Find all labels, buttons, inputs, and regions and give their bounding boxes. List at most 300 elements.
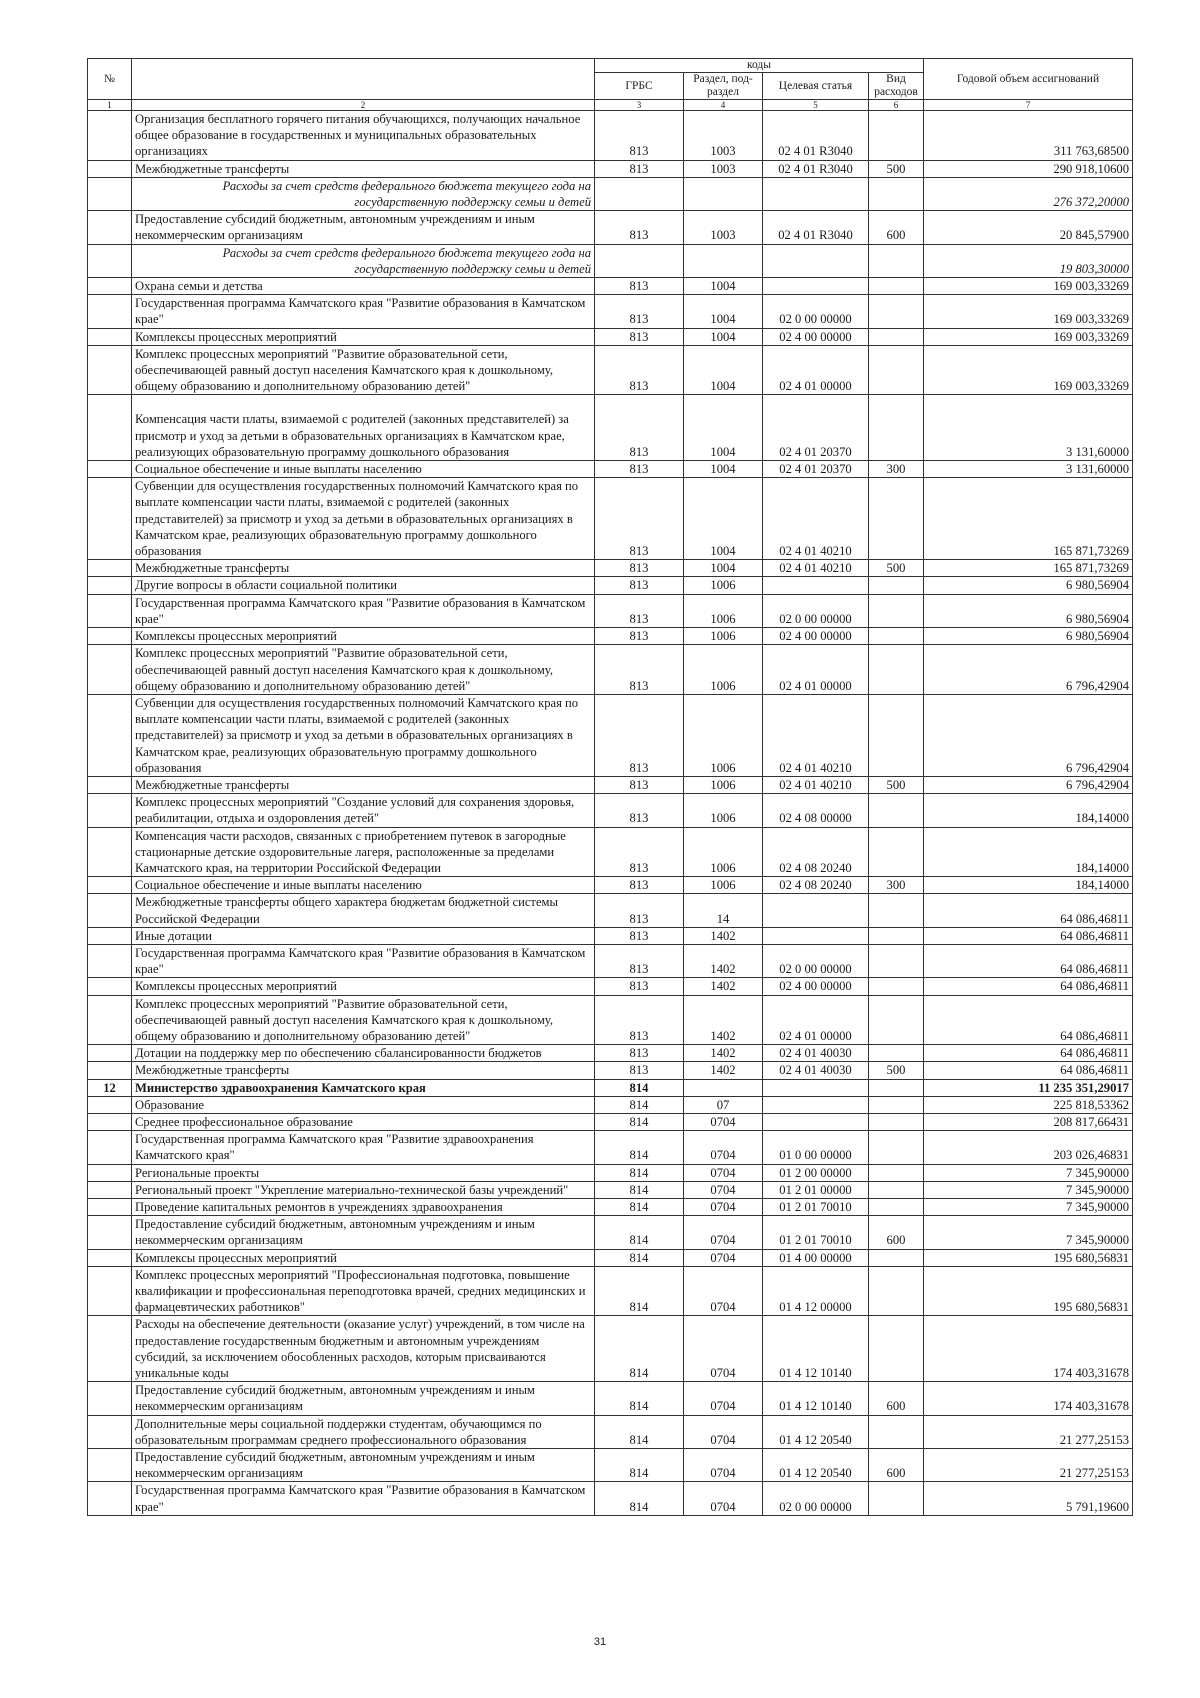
row-number: [88, 278, 132, 295]
row-kind: 600: [869, 1449, 924, 1482]
row-kind: [869, 1131, 924, 1164]
row-section: 1402: [684, 1045, 763, 1062]
row-amount: 3 131,60000: [924, 461, 1133, 478]
row-amount: 64 086,46811: [924, 978, 1133, 995]
row-grbs: 813: [595, 927, 684, 944]
header-name: [132, 59, 595, 100]
row-name: Межбюджетные трансферты: [132, 560, 595, 577]
row-number: [88, 894, 132, 927]
row-grbs: 813: [595, 111, 684, 161]
row-amount: 7 345,90000: [924, 1164, 1133, 1181]
row-grbs: 814: [595, 1199, 684, 1216]
row-section: 14: [684, 894, 763, 927]
row-amount: 6 980,56904: [924, 577, 1133, 594]
table-row: [88, 827, 1133, 877]
row-name: Региональные проекты: [132, 1164, 595, 1181]
column-number: 7: [924, 100, 1133, 111]
column-number-row: [88, 100, 1133, 111]
row-grbs: 813: [595, 328, 684, 345]
header-kind: Вид расходов: [869, 73, 924, 100]
row-target: 02 4 01 40210: [763, 694, 869, 776]
row-number: [88, 1216, 132, 1249]
row-grbs: 814: [595, 1181, 684, 1198]
row-number: [88, 1415, 132, 1448]
row-target: 02 0 00 00000: [763, 594, 869, 627]
table-row: [88, 478, 1133, 560]
row-name: Министерство здравоохранения Камчатского края: [132, 1079, 595, 1096]
row-name: Предоставление субсидий бюджетным, автономным учреждениям и иным некоммерческим организациям: [132, 1382, 595, 1415]
row-target: 02 4 08 20240: [763, 877, 869, 894]
row-name: Государственная программа Камчатского края "Развитие образования в Камчатском крае": [132, 944, 595, 977]
row-name: Государственная программа Камчатского края "Развитие образования в Камчатском крае": [132, 594, 595, 627]
row-target: [763, 177, 869, 210]
row-target: [763, 577, 869, 594]
row-number: [88, 1181, 132, 1198]
row-target: 01 2 00 00000: [763, 1164, 869, 1181]
table-row: [88, 1045, 1133, 1062]
row-section: 1006: [684, 776, 763, 793]
row-number: 12: [88, 1079, 132, 1096]
row-kind: [869, 995, 924, 1045]
row-grbs: 813: [595, 776, 684, 793]
row-target: 02 4 01 20370: [763, 395, 869, 461]
row-number: [88, 694, 132, 776]
row-kind: [869, 1181, 924, 1198]
row-number: [88, 1482, 132, 1515]
row-section: 1004: [684, 560, 763, 577]
row-amount: 169 003,33269: [924, 295, 1133, 328]
row-grbs: 813: [595, 1062, 684, 1079]
row-grbs: 814: [595, 1415, 684, 1448]
row-number: [88, 1249, 132, 1266]
row-amount: 169 003,33269: [924, 278, 1133, 295]
table-row: [88, 1131, 1133, 1164]
table-row: [88, 927, 1133, 944]
row-amount: 11 235 351,29017: [924, 1079, 1133, 1096]
row-section: 1004: [684, 328, 763, 345]
table-row: [88, 1113, 1133, 1130]
row-grbs: 814: [595, 1449, 684, 1482]
row-amount: 165 871,73269: [924, 478, 1133, 560]
row-section: 1006: [684, 645, 763, 695]
row-name: Дополнительные меры социальной поддержки студентам, обучающимся по образовательным программам среднего профессионального образования: [132, 1415, 595, 1448]
row-grbs: 813: [595, 461, 684, 478]
row-target: 02 4 01 40030: [763, 1045, 869, 1062]
row-section: 0704: [684, 1415, 763, 1448]
row-name: Социальное обеспечение и иные выплаты населению: [132, 461, 595, 478]
row-target: [763, 1113, 869, 1130]
row-grbs: 813: [595, 827, 684, 877]
row-kind: [869, 594, 924, 627]
row-kind: 500: [869, 776, 924, 793]
row-amount: 3 131,60000: [924, 395, 1133, 461]
table-row: [88, 295, 1133, 328]
row-grbs: 814: [595, 1316, 684, 1382]
table-row: [88, 1482, 1133, 1515]
column-number: 5: [763, 100, 869, 111]
table-row: [88, 560, 1133, 577]
row-amount: 7 345,90000: [924, 1181, 1133, 1198]
row-name: Другие вопросы в области социальной политики: [132, 577, 595, 594]
row-section: 0704: [684, 1482, 763, 1515]
table-row: [88, 278, 1133, 295]
row-section: 1004: [684, 478, 763, 560]
header-grbs: ГРБС: [595, 73, 684, 100]
header-volume: Годовой объем ассигнований: [924, 59, 1133, 100]
row-number: [88, 1316, 132, 1382]
row-name: Среднее профессиональное образование: [132, 1113, 595, 1130]
row-grbs: 813: [595, 995, 684, 1045]
note-row: [88, 244, 1133, 277]
row-number: [88, 645, 132, 695]
row-kind: [869, 1266, 924, 1316]
row-grbs: 814: [595, 1079, 684, 1096]
row-section: [684, 244, 763, 277]
row-kind: [869, 328, 924, 345]
table-row: [88, 628, 1133, 645]
table-row: [88, 345, 1133, 395]
table-row: [88, 978, 1133, 995]
row-name: Предоставление субсидий бюджетным, автономным учреждениям и иным некоммерческим организациям: [132, 211, 595, 244]
row-section: 1004: [684, 295, 763, 328]
row-amount: 21 277,25153: [924, 1449, 1133, 1482]
header-codes: коды: [595, 59, 924, 73]
table-row: [88, 694, 1133, 776]
row-grbs: 813: [595, 877, 684, 894]
row-kind: [869, 1045, 924, 1062]
row-number: [88, 877, 132, 894]
row-grbs: 813: [595, 794, 684, 827]
column-number: 2: [132, 100, 595, 111]
row-kind: 600: [869, 1216, 924, 1249]
column-number: 3: [595, 100, 684, 111]
row-number: [88, 1382, 132, 1415]
row-grbs: 814: [595, 1096, 684, 1113]
row-grbs: 813: [595, 594, 684, 627]
row-kind: [869, 1199, 924, 1216]
row-name: Охрана семьи и детства: [132, 278, 595, 295]
row-amount: 64 086,46811: [924, 1062, 1133, 1079]
row-name: Межбюджетные трансферты: [132, 1062, 595, 1079]
row-number: [88, 628, 132, 645]
row-name: Компенсация части расходов, связанных с приобретением путевок в загородные стационарные детские оздоровительные лагеря, расположенные за пределами Камчатского края, на территории Российской Федерации: [132, 827, 595, 877]
row-kind: [869, 944, 924, 977]
row-amount: 276 372,20000: [924, 177, 1133, 210]
row-amount: 6 796,42904: [924, 645, 1133, 695]
row-grbs: 813: [595, 160, 684, 177]
row-amount: 169 003,33269: [924, 345, 1133, 395]
row-number: [88, 177, 132, 210]
header-section: Раздел, под-раздел: [684, 73, 763, 100]
row-amount: 5 791,19600: [924, 1482, 1133, 1515]
row-amount: 184,14000: [924, 877, 1133, 894]
row-number: [88, 211, 132, 244]
column-number: 6: [869, 100, 924, 111]
row-number: [88, 160, 132, 177]
row-name: Субвенции для осуществления государственных полномочий Камчатского края по выплате компенсации части платы, взимаемой с родителей (законных представителей) за присмотр и уход за детьми в образовательных организациях в Камчатском крае, реализующих образовательную программу дошкольного образования: [132, 694, 595, 776]
row-target: 02 4 01 00000: [763, 995, 869, 1045]
row-amount: 203 026,46831: [924, 1131, 1133, 1164]
table-row: [88, 328, 1133, 345]
row-name: Организация бесплатного горячего питания обучающихся, получающих начальное общее образование в государственных и муниципальных образовательных организациях: [132, 111, 595, 161]
row-kind: [869, 1249, 924, 1266]
row-kind: 600: [869, 211, 924, 244]
row-kind: [869, 794, 924, 827]
row-amount: 165 871,73269: [924, 560, 1133, 577]
row-section: 1004: [684, 278, 763, 295]
row-target: 01 4 00 00000: [763, 1249, 869, 1266]
row-kind: [869, 894, 924, 927]
row-number: [88, 1131, 132, 1164]
row-number: [88, 827, 132, 877]
row-amount: 184,14000: [924, 794, 1133, 827]
row-grbs: 813: [595, 1045, 684, 1062]
row-grbs: 814: [595, 1266, 684, 1316]
note-row: [88, 177, 1133, 210]
row-number: [88, 1096, 132, 1113]
row-target: 01 2 01 70010: [763, 1216, 869, 1249]
row-kind: [869, 278, 924, 295]
row-grbs: 814: [595, 1382, 684, 1415]
row-grbs: 813: [595, 278, 684, 295]
row-kind: [869, 694, 924, 776]
row-number: [88, 927, 132, 944]
row-kind: [869, 295, 924, 328]
row-grbs: 813: [595, 694, 684, 776]
row-kind: [869, 577, 924, 594]
row-grbs: 813: [595, 577, 684, 594]
row-section: 1006: [684, 594, 763, 627]
table-row: [88, 1164, 1133, 1181]
row-target: 01 4 12 20540: [763, 1449, 869, 1482]
row-name: Расходы на обеспечение деятельности (оказание услуг) учреждений, в том числе на предоставление государственным бюджетным и автономным учреждениям субсидий, за исключением обособленных расходов, которым присваиваются уникальные коды: [132, 1316, 595, 1382]
row-kind: [869, 1164, 924, 1181]
row-number: [88, 594, 132, 627]
row-target: [763, 244, 869, 277]
row-amount: 6 796,42904: [924, 776, 1133, 793]
row-amount: 64 086,46811: [924, 894, 1133, 927]
row-kind: [869, 827, 924, 877]
row-target: 02 4 01 40030: [763, 1062, 869, 1079]
row-kind: 500: [869, 1062, 924, 1079]
row-name: Проведение капитальных ремонтов в учреждениях здравоохранения: [132, 1199, 595, 1216]
table-row: [88, 1062, 1133, 1079]
row-amount: 6 980,56904: [924, 628, 1133, 645]
row-amount: 169 003,33269: [924, 328, 1133, 345]
row-section: 0704: [684, 1216, 763, 1249]
row-grbs: 813: [595, 894, 684, 927]
row-grbs: 813: [595, 478, 684, 560]
table-row: [88, 1181, 1133, 1198]
row-name: Предоставление субсидий бюджетным, автономным учреждениям и иным некоммерческим организациям: [132, 1216, 595, 1249]
row-grbs: 813: [595, 345, 684, 395]
table-body: [88, 111, 1133, 1516]
row-amount: 311 763,68500: [924, 111, 1133, 161]
row-section: 1006: [684, 794, 763, 827]
row-amount: 6 796,42904: [924, 694, 1133, 776]
table-row: [88, 1316, 1133, 1382]
row-section: 1004: [684, 345, 763, 395]
row-section: 0704: [684, 1449, 763, 1482]
row-grbs: 814: [595, 1113, 684, 1130]
row-number: [88, 244, 132, 277]
table-row: [88, 1415, 1133, 1448]
row-number: [88, 776, 132, 793]
row-number: [88, 560, 132, 577]
row-target: [763, 927, 869, 944]
row-name: Государственная программа Камчатского края "Развитие здравоохранения Камчатского края": [132, 1131, 595, 1164]
row-amount: 174 403,31678: [924, 1316, 1133, 1382]
row-kind: [869, 177, 924, 210]
row-kind: 500: [869, 160, 924, 177]
row-section: 1004: [684, 395, 763, 461]
table-row: [88, 1096, 1133, 1113]
row-grbs: 813: [595, 628, 684, 645]
row-number: [88, 794, 132, 827]
row-name: Комплексы процессных мероприятий: [132, 628, 595, 645]
row-section: 0704: [684, 1164, 763, 1181]
row-number: [88, 295, 132, 328]
row-kind: [869, 1316, 924, 1382]
row-kind: [869, 1113, 924, 1130]
table-row: [88, 1382, 1133, 1415]
table-row: [88, 594, 1133, 627]
row-name: Социальное обеспечение и иные выплаты населению: [132, 877, 595, 894]
row-grbs: 813: [595, 645, 684, 695]
row-target: [763, 1079, 869, 1096]
row-kind: [869, 395, 924, 461]
row-target: 01 4 12 20540: [763, 1415, 869, 1448]
row-target: 02 4 08 00000: [763, 794, 869, 827]
row-target: 01 0 00 00000: [763, 1131, 869, 1164]
row-section: 0704: [684, 1249, 763, 1266]
row-number: [88, 995, 132, 1045]
budget-table: [87, 58, 1133, 1516]
row-name: Комплексы процессных мероприятий: [132, 978, 595, 995]
table-row: [88, 1216, 1133, 1249]
row-section: 1003: [684, 211, 763, 244]
row-number: [88, 577, 132, 594]
row-kind: [869, 645, 924, 695]
table-row: [88, 395, 1133, 461]
row-target: 02 4 00 00000: [763, 978, 869, 995]
row-name: Межбюджетные трансферты: [132, 776, 595, 793]
row-kind: [869, 628, 924, 645]
row-amount: 64 086,46811: [924, 944, 1133, 977]
row-kind: [869, 244, 924, 277]
table-row: [88, 1199, 1133, 1216]
row-kind: [869, 1096, 924, 1113]
row-name: Комплексы процессных мероприятий: [132, 328, 595, 345]
row-amount: 64 086,46811: [924, 995, 1133, 1045]
row-number: [88, 395, 132, 461]
ministry-row: [88, 1079, 1133, 1096]
row-amount: 21 277,25153: [924, 1415, 1133, 1448]
row-number: [88, 461, 132, 478]
table-row: [88, 894, 1133, 927]
row-section: 1003: [684, 160, 763, 177]
row-target: 01 4 12 10140: [763, 1316, 869, 1382]
row-target: 01 2 01 00000: [763, 1181, 869, 1198]
row-amount: 195 680,56831: [924, 1266, 1133, 1316]
table-row: [88, 776, 1133, 793]
row-kind: 300: [869, 877, 924, 894]
page-number: 31: [593, 1636, 607, 1648]
row-name: Предоставление субсидий бюджетным, автономным учреждениям и иным некоммерческим организациям: [132, 1449, 595, 1482]
row-section: 0704: [684, 1181, 763, 1198]
row-name: Комплекс процессных мероприятий "Развитие образовательной сети, обеспечивающей равный доступ населения Камчатского края к дошкольному, общему образованию и дополнительному образованию детей": [132, 345, 595, 395]
row-kind: 300: [869, 461, 924, 478]
row-name: Расходы за счет средств федерального бюджета текущего года на государственную поддержку семьи и детей: [132, 177, 595, 210]
row-grbs: 813: [595, 560, 684, 577]
row-section: 1003: [684, 111, 763, 161]
row-number: [88, 1045, 132, 1062]
row-target: [763, 1096, 869, 1113]
row-section: 1402: [684, 927, 763, 944]
row-section: 0704: [684, 1113, 763, 1130]
row-section: 0704: [684, 1316, 763, 1382]
row-name: Субвенции для осуществления государственных полномочий Камчатского края по выплате компенсации части платы, взимаемой с родителей (законных представителей) за присмотр и уход за детьми в образовательных организациях в Камчатском крае, реализующих образовательную программу дошкольного образования: [132, 478, 595, 560]
row-section: 0704: [684, 1266, 763, 1316]
row-target: 02 4 01 R3040: [763, 111, 869, 161]
row-name: Межбюджетные трансферты общего характера бюджетам бюджетной системы Российской Федерации: [132, 894, 595, 927]
row-target: 02 4 01 00000: [763, 645, 869, 695]
row-name: Комплекс процессных мероприятий "Создание условий для сохранения здоровья, реабилитации, отдыха и оздоровления детей": [132, 794, 595, 827]
table-row: [88, 111, 1133, 161]
row-grbs: [595, 177, 684, 210]
row-target: 01 4 12 00000: [763, 1266, 869, 1316]
row-amount: 184,14000: [924, 827, 1133, 877]
row-kind: [869, 111, 924, 161]
row-grbs: 814: [595, 1249, 684, 1266]
row-amount: 208 817,66431: [924, 1113, 1133, 1130]
row-target: 02 4 01 40210: [763, 560, 869, 577]
column-number: 4: [684, 100, 763, 111]
row-section: 1006: [684, 827, 763, 877]
row-section: 1402: [684, 995, 763, 1045]
row-section: [684, 177, 763, 210]
row-amount: 64 086,46811: [924, 1045, 1133, 1062]
row-number: [88, 345, 132, 395]
row-number: [88, 1449, 132, 1482]
row-target: 02 4 01 00000: [763, 345, 869, 395]
row-section: 0704: [684, 1382, 763, 1415]
row-target: 01 2 01 70010: [763, 1199, 869, 1216]
row-number: [88, 944, 132, 977]
row-target: 02 4 01 20370: [763, 461, 869, 478]
row-name: Межбюджетные трансферты: [132, 160, 595, 177]
row-section: 0704: [684, 1131, 763, 1164]
row-name: Иные дотации: [132, 927, 595, 944]
header-target: Целевая статья: [763, 73, 869, 100]
row-name: Государственная программа Камчатского края "Развитие образования в Камчатском крае": [132, 1482, 595, 1515]
row-target: 02 4 01 40210: [763, 776, 869, 793]
row-section: 1004: [684, 461, 763, 478]
table-row: [88, 645, 1133, 695]
row-number: [88, 478, 132, 560]
row-amount: 195 680,56831: [924, 1249, 1133, 1266]
row-amount: 19 803,30000: [924, 244, 1133, 277]
row-section: 1402: [684, 1062, 763, 1079]
row-name: Региональный проект "Укрепление материально-технической базы учреждений": [132, 1181, 595, 1198]
row-grbs: 813: [595, 211, 684, 244]
row-grbs: [595, 244, 684, 277]
row-kind: 500: [869, 560, 924, 577]
row-grbs: 814: [595, 1482, 684, 1515]
row-section: [684, 1079, 763, 1096]
row-number: [88, 1266, 132, 1316]
table-row: [88, 577, 1133, 594]
